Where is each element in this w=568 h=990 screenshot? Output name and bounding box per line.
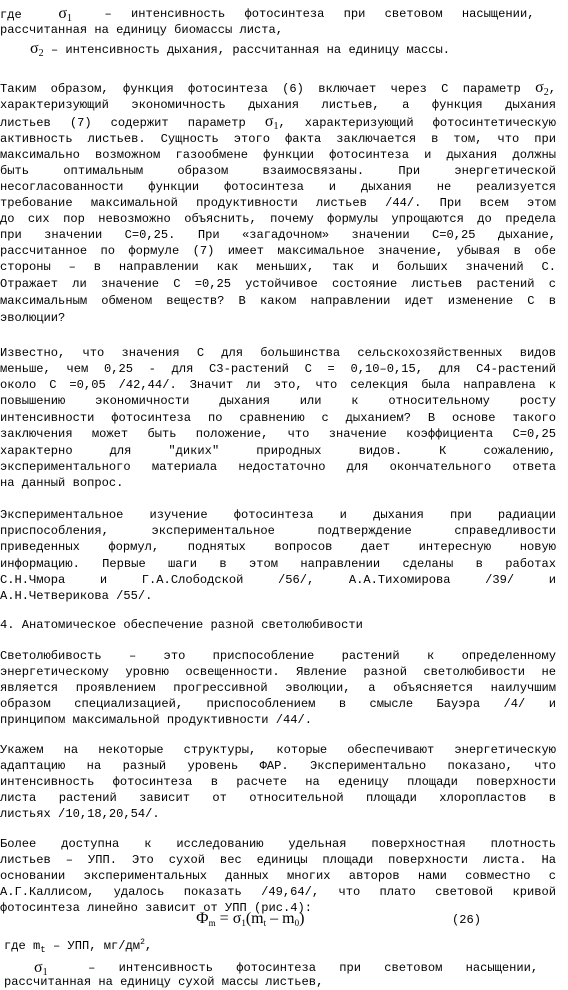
formula-m0-sub: 0 (294, 918, 300, 928)
p1-line-7: несогласованности функции фотосинтеза и дыхания не реализуется (0, 180, 556, 194)
p1-line-9: до сих пор невозможно объяснить, почему формулы упрощаются до предела (0, 212, 556, 226)
p2-line-8: экспериментального материала недостаточно для окончательного ответа (0, 460, 556, 474)
p3-line-5: С.Н.Чмора и Г.А.Слободской /56/, А.А.Тихомирова /39/ и (0, 573, 556, 587)
p3-line-3: приведенных формул, поднятых вопросов дает интересную новую (0, 540, 556, 554)
sigma2-definition (30, 41, 568, 57)
p1-line-15: эволюции? (0, 311, 66, 325)
p1-line-4: активность листьев. Сущность этого факта заключается в том, что при (0, 132, 556, 146)
sigma2-inline-index: 2 (543, 87, 549, 98)
p1-line-2: характеризующий экономичность дыхания листьев, а функция дыхания (0, 98, 556, 112)
p1-line-3-text: листьев (7) содержит параметр (0, 116, 246, 130)
mt-end: , (144, 939, 153, 953)
sigma1-dry-index: 1 (42, 967, 48, 978)
sigma2-index: 2 (38, 48, 44, 59)
sigma1-description: – интенсивность фотосинтеза при световом насыщении, (104, 7, 535, 21)
text-where: где (0, 8, 22, 22)
mt-sub: t (40, 945, 46, 955)
p6-line-5: фотосинтеза линейно зависит от УПП (рис.4): (0, 901, 313, 915)
p2-line-2: меньше, чем 0,25 - для С3-растений С = 0,10–0,15, для С4-растений (0, 362, 556, 376)
p2-line-9: на данный вопрос. (0, 476, 124, 490)
mt-sup: 2 (140, 938, 145, 947)
p5-line-5: листьях /10,18,20,54/. (0, 807, 160, 821)
p5-line-2: адаптацию на разный уровень ФАР. Экспериментально показано, что (0, 759, 556, 773)
p3-line-2: приспособления, экспериментальное подтверждение справедливости (0, 524, 556, 538)
equation-number: (26) (452, 913, 482, 927)
formula-sigma-sub: 1 (241, 918, 246, 928)
p4-line-5: принципом максимальной продуктивности /44/. (0, 713, 313, 727)
sigma1-dry-glyph: σ (34, 959, 43, 976)
formula-lhs-sub: m (208, 918, 216, 928)
p6-line-3: основании экспериментальных данных многих авторов нами совместно с (0, 869, 556, 883)
sigma2-description: – интенсивность дыхания, рассчитанная на единицу массы. (50, 43, 451, 57)
sigma1-symbol (58, 5, 72, 22)
formula-sigma: σ (232, 910, 242, 927)
sigma1-dry-description: – интенсивность фотосинтеза при световом насыщении, (88, 961, 539, 975)
mt-prefix: где m (4, 939, 41, 953)
sigma2-symbol (30, 40, 44, 57)
sigma1-definition (0, 6, 556, 22)
p1-line-3 (0, 114, 556, 130)
p6-line-1: Более доступна к исследованию удельная поверхностная плотность (0, 837, 556, 851)
p4-line-2: энергетическому уровню освещенности. Явление разной светолюбивости не (0, 665, 556, 679)
p1-line-10: при значении С=0,25. При «загадочном» значении С=0,25 дыхание, (0, 228, 556, 242)
p1-line-1-comma: , (548, 82, 556, 96)
sigma1-glyph: σ (58, 5, 67, 22)
formula-equals: = (219, 910, 229, 927)
p1-line-12: стороны – в направлении как меньших, так и больших значений С. (0, 260, 556, 274)
p4-line-1: Светолюбивость – это приспособление растений к определенному (0, 649, 556, 663)
p4-line-3: является проявлением прогрессивной эволюции, а объясняется наилучшим (0, 681, 556, 695)
section-heading: 4. Анатомическое обеспечение разной светолюбивости (0, 618, 363, 632)
p2-line-3: около С =0,05 /42,44/. Значит ли это, что селекция была направлена к (0, 378, 556, 392)
p2-line-5: интенсивности фотосинтеза по сравнению с дыханием? В основе такого (0, 411, 556, 425)
p4-line-4: образом специализацией, приспособлением в смысле Бауэра /4/ и (0, 697, 556, 711)
p1-line-1-text: Таким образом, функция фотосинтеза (6) включает через С параметр (0, 82, 521, 96)
sigma2-inline-glyph: σ (535, 79, 544, 96)
p3-line-1: Экспериментальное изучение фотосинтеза и дыхания при радиации (0, 508, 556, 522)
formula-lhs: Ф (196, 910, 209, 927)
p2-line-7: характерно для "диких" природных видов. К сожалению, (0, 444, 556, 458)
p5-line-4: листа растений зависит от относительной площади хлоропластов в (0, 791, 556, 805)
p2-line-1: Известно, что значения С для большинства сельскохозяйственных видов (0, 346, 556, 360)
p6-line-4: А.Г.Каллисом, удалось показать /49,64/, что плато световой кривой (0, 885, 556, 899)
p5-line-1: Укажем на некоторые структуры, которые обеспечивают энергетическую (0, 743, 556, 757)
p1-line-1 (0, 80, 556, 96)
mt-text: – УПП, мг/дм (52, 939, 141, 953)
p1-line-14: максимальным обменом веществ? В каком направлении идет изменение С в (0, 294, 556, 308)
p1-line-11: рассчитанное по формуле (7) имеет максимальное значение, убывая в обе (0, 244, 556, 258)
p2-line-4: повышению экономичности дыхания или к относительному росту (0, 394, 556, 408)
sigma1-index: 1 (66, 13, 72, 24)
p1-line-6: быть оптимальным образом взаимосвязаны. При энергетической (0, 164, 556, 178)
p1-line-8: требование максимальной продуктивности листьев /44/. При всем этом (0, 196, 556, 210)
p5-line-3: интенсивность фотосинтеза в расчете на еденицу площади поверхности (0, 775, 556, 789)
sigma1-inline-index: 1 (273, 121, 279, 132)
p6-line-2: листьев – УПП. Это сухой вес единицы площади поверхности листа. На (0, 853, 556, 867)
sigma1-description-line2: рассчитанная на единицу биомассы листа, (0, 23, 284, 37)
sigma1-inline-glyph: σ (264, 113, 274, 130)
sigma2-inline (535, 79, 549, 96)
p1-line-13: Отражает ли значение С =0,25 устойчивое состояние листьев растений с (0, 277, 556, 291)
formula-mt: (m (245, 910, 264, 927)
sigma1-inline (265, 113, 279, 130)
formula-26 (196, 908, 304, 930)
formula-minus: – (270, 910, 279, 927)
sigma2-glyph: σ (30, 40, 39, 57)
sigma1-dry-description-line2: рассчитанная на единицу сухой массы листьев, (4, 975, 324, 989)
p1-line-5: максимально возможном газообмене функции фотосинтеза и дыхания должны (0, 148, 556, 162)
mt-definition (4, 938, 560, 954)
formula-mt-sub: t (263, 918, 267, 928)
p3-line-6: А.Н.Четверикова /55/. (0, 589, 153, 603)
formula-m0: m (282, 910, 295, 927)
p2-line-6: заключения может быть положение, что значение коэффициента С=0,25 (0, 427, 556, 441)
p1-line-3-tail: , характеризующий фотосинтетическую (278, 116, 556, 130)
p3-line-4: информацию. Первые шаги в этом направлении сделаны в работах (0, 557, 556, 571)
formula-close: ) (299, 910, 305, 927)
